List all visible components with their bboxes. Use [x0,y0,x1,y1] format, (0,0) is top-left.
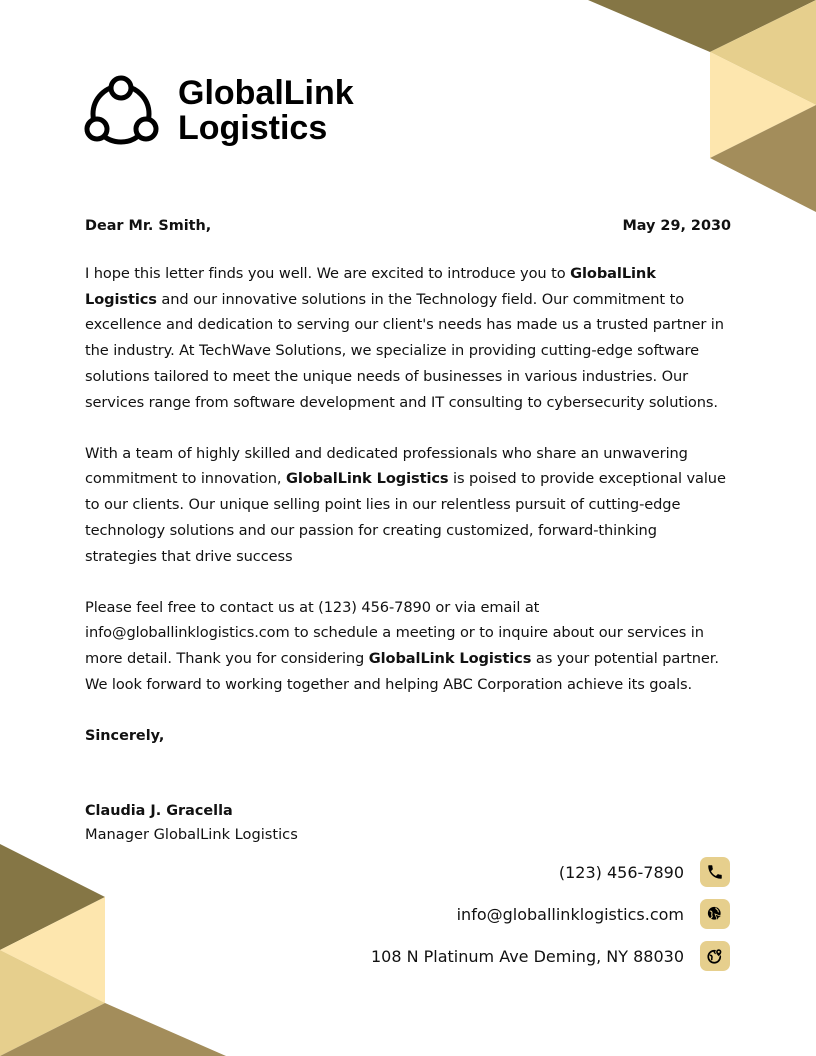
bottom-pale-triangle [0,897,105,1003]
top-tan-triangle [710,0,816,105]
contact-email [371,899,730,929]
top-brown-triangle [710,105,816,212]
phone-icon [700,857,730,887]
company-name-bold: GlobalLink Logistics [368,650,532,668]
salutation: Dear Mr. Smith, [85,218,212,234]
globe-pin-icon [700,941,730,971]
bottom-dark-triangle [0,844,105,950]
paragraph-1 [85,261,731,415]
company-name-line1: GlobalLink [178,74,354,112]
paragraph-3 [85,595,731,698]
closing: Sincerely, [85,727,165,744]
company-name-bold: GlobalLink Logistics [285,470,449,488]
bottom-brown-triangle [0,1003,226,1056]
letter-date: May 29, 2030 [622,218,731,234]
company-name-line2: Logistics [178,109,328,147]
signer-name: Claudia J. Gracella [85,802,233,819]
email-address[interactable]: info@globallinklogistics.com [456,904,684,924]
globe-cursor-icon [700,899,730,929]
phone-number[interactable]: (123) 456-7890 [558,862,684,882]
paragraph-1-text-start: I hope this letter finds you well. We are excited to introduce you to [85,265,571,282]
street-address: 108 N Platinum Ave Deming, NY 88030 [370,946,684,966]
company-name-bold: GlobalLink Logistics [85,265,656,308]
company-name [178,76,354,146]
network-circles-icon [84,74,160,150]
top-dark-triangle [588,0,816,52]
letter-header-row [85,215,731,237]
contact-info [371,857,730,983]
paragraph-1-text-end: and our innovative solutions in the Technology field. Our commitment to excellence and dedication to serving our client's needs has made us a trusted partner in the industry. At TechWave Solutions, we specialize in providing cutting-edge software solutions tailored to meet the unique needs of businesses in various industries. Our services range from software development and IT consulting to cybersecurity solutions. [85,290,724,411]
contact-phone [371,857,730,887]
contact-address [371,941,730,971]
bottom-tan-triangle [0,950,105,1056]
paragraph-3-text-end: as your potential partner. We look forward to working together and helping ABC Corporation achieve its goals. [85,650,719,693]
paragraph-2-text-end: is poised to provide exceptional value to our clients. Our unique selling point lies in our relentless pursuit of cutting-edge technology solutions and our passion for creating customized, forward-thinking strategies that drive success [85,470,726,565]
paragraph-2-text-start: With a team of highly skilled and dedicated professionals who share an unwavering commitment to innovation, [85,444,688,488]
paragraph-3-text-start: Please feel free to contact us at (123) 456-7890 or via email at info@globallinklogistics.com to schedule a meeting or to inquire about our services in more detail. Thank you for considering [85,598,704,668]
top-pale-triangle [710,52,816,158]
letter-body [85,215,731,848]
signer-title: Manager GlobalLink Logistics [85,825,298,843]
company-logo [84,74,354,150]
paragraph-2 [85,441,731,570]
